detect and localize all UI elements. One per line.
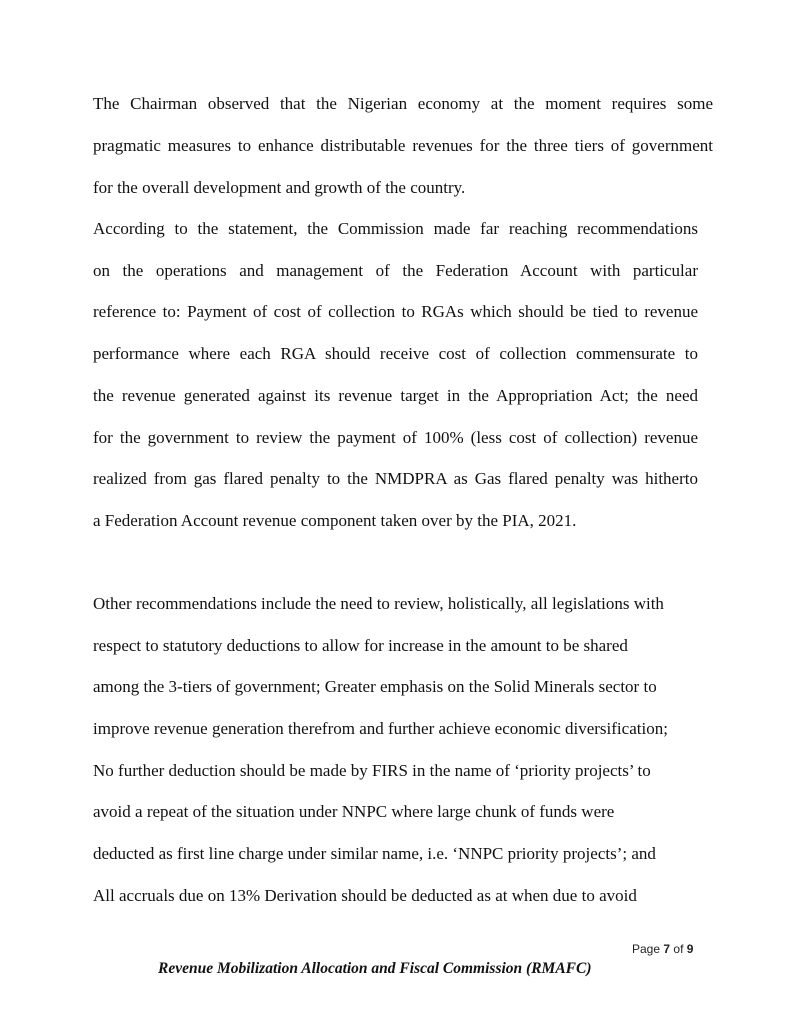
text-line: All accruals due on 13% Derivation should be deducted as at when due to avoid: [93, 886, 637, 905]
text-line: a Federation Account revenue component taken over by the PIA, 2021.: [93, 511, 577, 530]
text-line: improve revenue generation therefrom and further achieve economic diversification;: [93, 719, 668, 738]
text-line: avoid a repeat of the situation under NNPC where large chunk of funds were: [93, 802, 615, 821]
page-current: 7: [663, 942, 671, 956]
text-line: for the overall development and growth of the country.: [93, 178, 466, 197]
footer-organization-title: Revenue Mobilization Allocation and Fiscal Commission (RMAFC): [158, 960, 592, 977]
page-total: 9: [686, 942, 694, 956]
text-line: for the government to review the payment of 100% (less cost of collection) revenue: [93, 428, 698, 447]
text-line: Other recommendations include the need to review, holistically, all legislations with: [93, 594, 664, 613]
text-line: deducted as first line charge under similar name, i.e. ‘NNPC priority projects’; and: [93, 844, 656, 863]
page-of-label: of: [673, 942, 684, 956]
text-line: The Chairman observed that the Nigerian economy at the moment requires some: [93, 94, 713, 113]
text-line: respect to statutory deductions to allow for increase in the amount to be shared: [93, 636, 628, 655]
text-line: the revenue generated against its revenue target in the Appropriation Act; the need: [93, 386, 698, 405]
text-line: realized from gas flared penalty to the NMDPRA as Gas flared penalty was hitherto: [93, 469, 698, 488]
text-line: According to the statement, the Commission made far reaching recommendations: [93, 219, 698, 238]
text-line: among the 3-tiers of government; Greater emphasis on the Solid Minerals sector to: [93, 677, 657, 696]
text-line: performance where each RGA should receive cost of collection commensurate to: [93, 344, 698, 363]
page-label: Page: [632, 942, 661, 956]
text-line: reference to: Payment of cost of collection to RGAs which should be tied to revenue: [93, 302, 698, 321]
page-number: [632, 942, 693, 956]
text-line: on the operations and management of the Federation Account with particular: [93, 261, 698, 280]
text-line: pragmatic measures to enhance distributable revenues for the three tiers of government: [93, 136, 713, 155]
text-line: No further deduction should be made by FIRS in the name of ‘priority projects’ to: [93, 761, 651, 780]
